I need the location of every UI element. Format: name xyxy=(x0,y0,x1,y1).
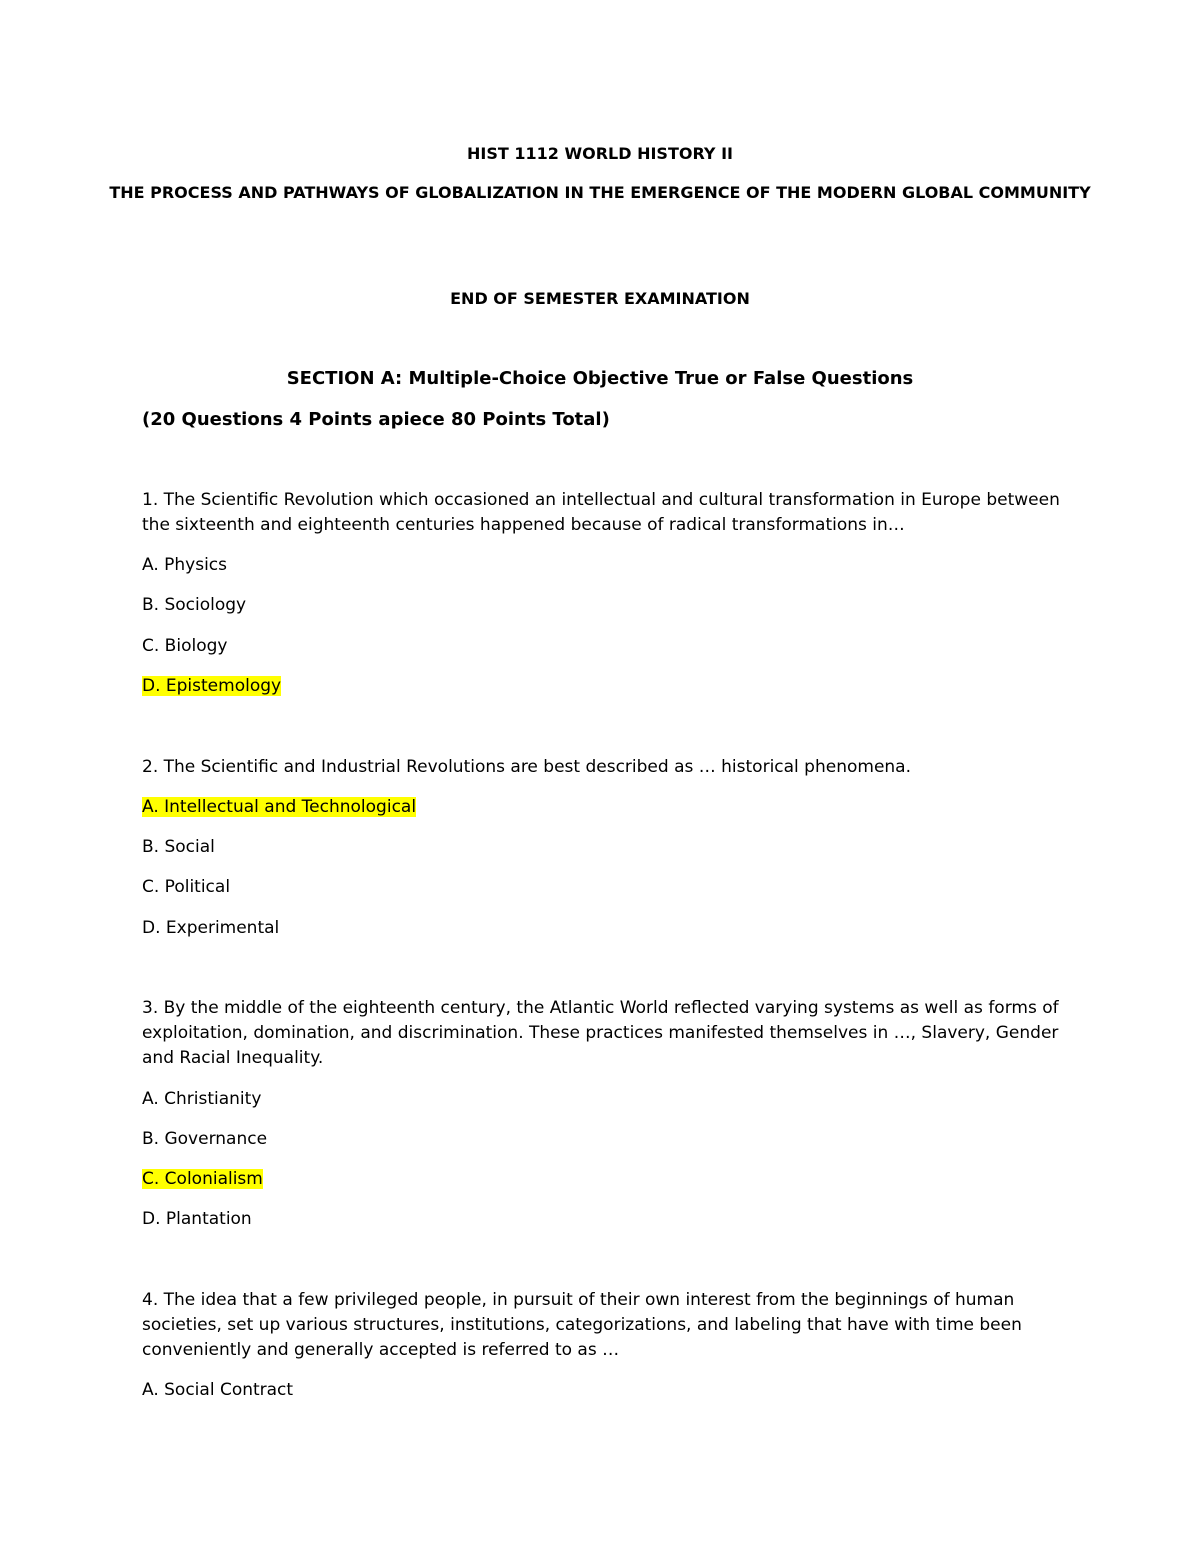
exam-subtitle: THE PROCESS AND PATHWAYS OF GLOBALIZATION IN THE EMERGENCE OF THE MODERN GLOBAL COMMUNITY xyxy=(109,183,1091,202)
question-3-option-d: D. Plantation xyxy=(142,1209,252,1229)
question-1-option-d xyxy=(142,675,281,697)
question-2-option-c: C. Political xyxy=(142,877,231,897)
question-4-text: 4. The idea that a few privileged people, in pursuit of their own interest from the beginnings of human societies, set up various structures, institutions, categorizations, and labeling that have with time been conveniently and generally accepted is referred to as … xyxy=(142,1290,1022,1360)
course-title: HIST 1112 WORLD HISTORY II xyxy=(467,144,733,163)
question-3-option-c xyxy=(142,1168,263,1190)
question-2-option-a xyxy=(142,796,416,818)
answer-highlight: C. Colonialism xyxy=(142,1169,263,1189)
question-3-text: 3. By the middle of the eighteenth century, the Atlantic World reflected varying systems as well as forms of exploitation, domination, and discrimination. These practices manifested themselves in …, Slavery, Gender and Racial Inequality. xyxy=(142,998,1059,1068)
exam-heading: END OF SEMESTER EXAMINATION xyxy=(450,289,750,308)
question-1-text: 1. The Scientific Revolution which occasioned an intellectual and cultural transformation in Europe between the sixteenth and eighteenth centuries happened because of radical transformations in… xyxy=(142,490,1060,535)
question-4-option-a: A. Social Contract xyxy=(142,1380,294,1400)
answer-highlight: A. Intellectual and Technological xyxy=(142,797,417,817)
question-2-option-d: D. Experimental xyxy=(142,918,280,938)
question-1-option-a: A. Physics xyxy=(142,555,228,575)
question-2-text: 2. The Scientific and Industrial Revolutions are best described as … historical phenomena. xyxy=(142,757,912,777)
answer-highlight: D. Epistemology xyxy=(142,676,282,696)
points-note: (20 Questions 4 Points apiece 80 Points Total) xyxy=(142,409,610,430)
question-1-option-c: C. Biology xyxy=(142,636,228,656)
question-3-option-b: B. Governance xyxy=(142,1129,268,1149)
section-heading: SECTION A: Multiple-Choice Objective True or False Questions xyxy=(286,368,914,389)
question-2-option-b: B. Social xyxy=(142,837,215,857)
question-1-option-b: B. Sociology xyxy=(142,595,247,615)
question-3-option-a: A. Christianity xyxy=(142,1089,262,1109)
